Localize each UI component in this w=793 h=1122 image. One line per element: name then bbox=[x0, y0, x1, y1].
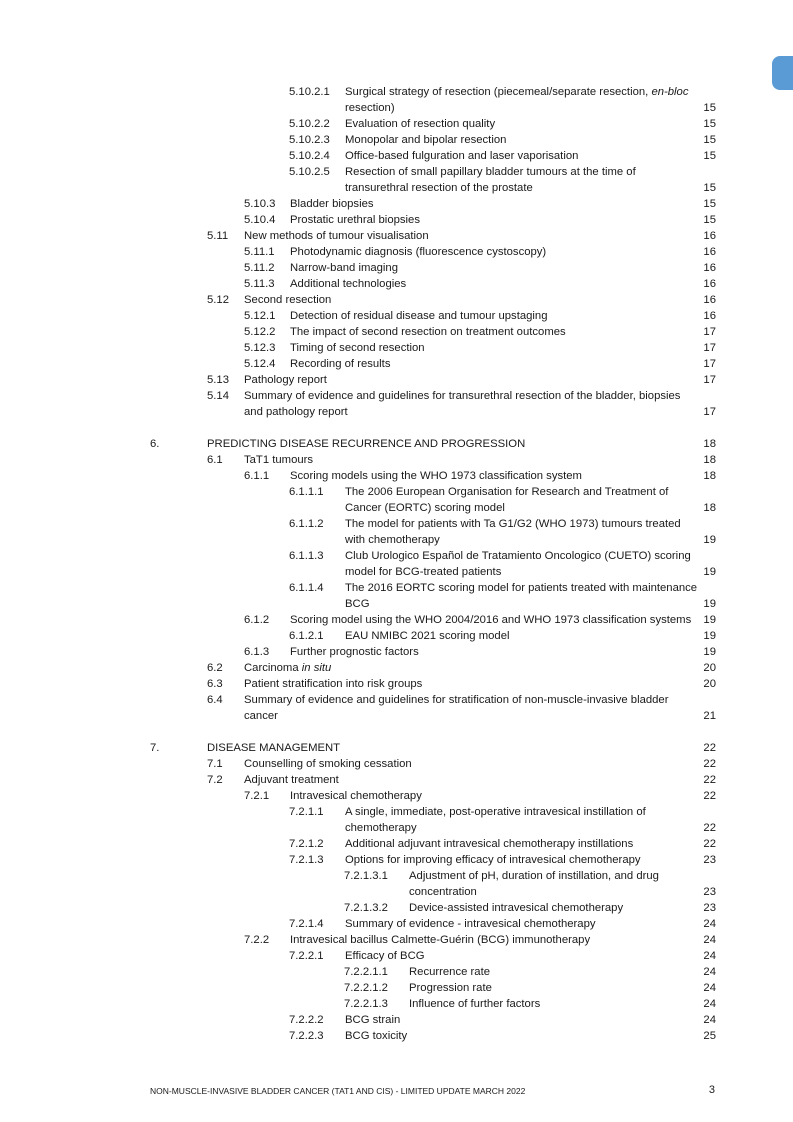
toc-entry[interactable] bbox=[0, 212, 793, 228]
toc-entry[interactable] bbox=[0, 948, 793, 964]
toc-entry-page: 19 bbox=[703, 566, 716, 578]
toc-entry-number: 7.2.2.1.1 bbox=[344, 966, 388, 978]
toc-entry-title: Cancer (EORTC) scoring model bbox=[345, 502, 505, 514]
toc-entry[interactable] bbox=[0, 676, 793, 692]
toc-entry-title: Summary of evidence and guidelines for stratification of non-muscle-invasive bladder bbox=[244, 694, 669, 706]
toc-entry[interactable] bbox=[0, 180, 793, 196]
toc-entry-number: 7.2.2.1.2 bbox=[344, 982, 388, 994]
toc-entry-title: Evaluation of resection quality bbox=[345, 118, 496, 130]
toc-entry-title: Adjuvant treatment bbox=[244, 774, 339, 786]
toc-entry-title: Carcinoma in situ bbox=[244, 662, 332, 674]
toc-entry-page: 25 bbox=[703, 1030, 716, 1042]
toc-entry-title: The model for patients with Ta G1/G2 (WHO 1973) tumours treated bbox=[345, 518, 681, 530]
toc-entry-title: Narrow-band imaging bbox=[290, 262, 398, 274]
toc-entry[interactable] bbox=[0, 196, 793, 212]
toc-entry[interactable] bbox=[0, 404, 793, 420]
toc-entry-number: 5.10.4 bbox=[244, 214, 276, 226]
toc-entry[interactable] bbox=[0, 644, 793, 660]
footer-title: NON-MUSCLE-INVASIVE BLADDER CANCER (TAT1 AND CIS) - LIMITED UPDATE MARCH 2022 bbox=[150, 1086, 526, 1096]
toc-entry-title: EAU NMIBC 2021 scoring model bbox=[345, 630, 510, 642]
toc-entry-page: 22 bbox=[703, 790, 716, 802]
toc-entry-number: 7.1 bbox=[207, 758, 223, 770]
toc-entry-title: and pathology report bbox=[244, 406, 348, 418]
toc-entry[interactable] bbox=[0, 596, 793, 612]
toc-entry[interactable] bbox=[0, 260, 793, 276]
toc-entry[interactable] bbox=[0, 308, 793, 324]
toc-entry[interactable] bbox=[0, 580, 793, 596]
toc-entry-title: The 2016 EORTC scoring model for patients treated with maintenance bbox=[345, 582, 698, 594]
toc-entry-number: 5.11.2 bbox=[244, 262, 275, 274]
toc-entry-title: Pathology report bbox=[244, 374, 327, 386]
toc-entry-number: 5.11 bbox=[207, 230, 229, 242]
toc-entry-number: 5.10.2.1 bbox=[289, 86, 330, 98]
toc-entry-title: TaT1 tumours bbox=[244, 454, 314, 466]
toc-entry-page: 19 bbox=[703, 534, 716, 546]
toc-entry-title: Further prognostic factors bbox=[290, 646, 419, 658]
toc-entry-title: Photodynamic diagnosis (fluorescence cystoscopy) bbox=[290, 246, 547, 258]
toc-entry[interactable] bbox=[0, 388, 793, 404]
toc-entry-page: 18 bbox=[703, 470, 716, 482]
toc-entry-page: 24 bbox=[703, 1014, 716, 1026]
toc-entry-title: Options for improving efficacy of intravesical chemotherapy bbox=[345, 854, 641, 866]
toc-entry[interactable] bbox=[0, 820, 793, 836]
toc-entry-title: chemotherapy bbox=[345, 822, 417, 834]
toc-entry-number: 5.12.1 bbox=[244, 310, 276, 322]
toc-entry-title: Influence of further factors bbox=[409, 998, 541, 1010]
toc-entry-title: Intravesical chemotherapy bbox=[290, 790, 422, 802]
toc-entry-number: 5.10.2.2 bbox=[289, 118, 330, 130]
toc-entry-number: 6.1.1.4 bbox=[289, 582, 324, 594]
toc-entry-number: 6.3 bbox=[207, 678, 223, 690]
toc-entry-title: Scoring model using the WHO 2004/2016 and WHO 1973 classification systems bbox=[290, 614, 692, 626]
toc-entry-italic: en-bloc bbox=[651, 86, 689, 98]
toc-entry[interactable] bbox=[0, 804, 793, 820]
toc-entry-number: 6.1.2 bbox=[244, 614, 270, 626]
toc-entry-title: BCG toxicity bbox=[345, 1030, 408, 1042]
toc-entry[interactable] bbox=[0, 836, 793, 852]
toc-entry-page: 19 bbox=[703, 598, 716, 610]
toc-entry[interactable] bbox=[0, 852, 793, 868]
toc-entry-title: resection) bbox=[345, 102, 395, 114]
toc-entry-number: 6.1 bbox=[207, 454, 223, 466]
toc-entry-page: 17 bbox=[703, 342, 716, 354]
toc-entry[interactable] bbox=[0, 372, 793, 388]
toc-entry-title: Summary of evidence - intravesical chemotherapy bbox=[345, 918, 596, 930]
toc-entry[interactable] bbox=[0, 980, 793, 996]
toc-entry-italic: in situ bbox=[301, 662, 332, 674]
toc-entry[interactable] bbox=[0, 900, 793, 916]
toc-entry-number: 7.2.1.3.1 bbox=[344, 870, 388, 882]
toc-entry-title: Efficacy of BCG bbox=[345, 950, 425, 962]
toc-entry-number: 7.2.2.1 bbox=[289, 950, 324, 962]
toc-entry-page: 15 bbox=[703, 134, 716, 146]
toc-entry[interactable] bbox=[0, 516, 793, 532]
toc-entry[interactable] bbox=[0, 148, 793, 164]
toc-spacer bbox=[0, 420, 793, 436]
toc-entry-number: 5.12.3 bbox=[244, 342, 276, 354]
toc-entry-page: 24 bbox=[703, 950, 716, 962]
toc-entry-page: 17 bbox=[703, 374, 716, 386]
toc-entry-number: 5.12.4 bbox=[244, 358, 276, 370]
toc-entry-number: 7.2.2.1.3 bbox=[344, 998, 388, 1010]
toc-entry-page: 24 bbox=[703, 998, 716, 1010]
toc-entry[interactable] bbox=[0, 916, 793, 932]
toc-entry-title: PREDICTING DISEASE RECURRENCE AND PROGRESSION bbox=[207, 438, 526, 450]
toc-entry-number: 6.1.1.1 bbox=[289, 486, 324, 498]
toc-entry[interactable] bbox=[0, 708, 793, 724]
toc-entry-page: 16 bbox=[703, 294, 716, 306]
toc-entry-page: 19 bbox=[703, 630, 716, 642]
toc-entry-title: transurethral resection of the prostate bbox=[345, 182, 533, 194]
toc-entry[interactable] bbox=[0, 340, 793, 356]
toc-entry-page: 18 bbox=[703, 502, 716, 514]
toc-entry-title: with chemotherapy bbox=[345, 534, 440, 546]
toc-entry[interactable] bbox=[0, 356, 793, 372]
toc-entry-page: 15 bbox=[703, 198, 716, 210]
toc-entry-number: 6.2 bbox=[207, 662, 223, 674]
toc-entry-number: 7.2.2 bbox=[244, 934, 270, 946]
toc-entry[interactable] bbox=[0, 628, 793, 644]
toc-entry-number: 7.2.1.2 bbox=[289, 838, 324, 850]
toc-entry[interactable] bbox=[0, 164, 793, 180]
toc-entry-page: 15 bbox=[703, 150, 716, 162]
toc-entry-number: 5.12 bbox=[207, 294, 229, 306]
toc-entry[interactable] bbox=[0, 324, 793, 340]
toc-entry[interactable] bbox=[0, 740, 793, 756]
toc-entry-number: 5.10.2.5 bbox=[289, 166, 330, 178]
toc-entry-title: Office-based fulguration and laser vaporisation bbox=[345, 150, 579, 162]
toc-entry-page: 24 bbox=[703, 934, 716, 946]
toc-entry-number: 5.13 bbox=[207, 374, 229, 386]
toc-entry-page: 23 bbox=[703, 886, 716, 898]
toc-entry-number: 7.2 bbox=[207, 774, 223, 786]
toc-entry-title: Surgical strategy of resection (piecemeal/separate resection, en-bloc bbox=[345, 86, 689, 98]
toc-entry-title: New methods of tumour visualisation bbox=[244, 230, 429, 242]
toc-entry[interactable] bbox=[0, 228, 793, 244]
toc-entry-number: 5.14 bbox=[207, 390, 229, 402]
toc-entry-page: 22 bbox=[703, 838, 716, 850]
toc-entry-page: 18 bbox=[703, 454, 716, 466]
toc-entry-page: 16 bbox=[703, 230, 716, 242]
toc-entry[interactable] bbox=[0, 84, 793, 100]
toc-entry-title: Resection of small papillary bladder tumours at the time of bbox=[345, 166, 636, 178]
toc-entry-page: 20 bbox=[703, 678, 716, 690]
toc-entry-title: The 2006 European Organisation for Research and Treatment of bbox=[345, 486, 669, 498]
toc-entry[interactable] bbox=[0, 484, 793, 500]
toc-entry[interactable] bbox=[0, 292, 793, 308]
toc-entry-title: The impact of second resection on treatment outcomes bbox=[290, 326, 566, 338]
toc-entry-title: Progression rate bbox=[409, 982, 492, 994]
toc-entry-title: BCG bbox=[345, 598, 370, 610]
toc-entry-page: 17 bbox=[703, 406, 716, 418]
toc-entry-title: Timing of second resection bbox=[290, 342, 425, 354]
toc-entry-page: 24 bbox=[703, 982, 716, 994]
toc-entry[interactable] bbox=[0, 756, 793, 772]
toc-entry-title: Device-assisted intravesical chemotherapy bbox=[409, 902, 624, 914]
table-of-contents bbox=[0, 84, 793, 1044]
toc-entry-title: Patient stratification into risk groups bbox=[244, 678, 423, 690]
toc-entry-page: 16 bbox=[703, 246, 716, 258]
toc-entry-page: 17 bbox=[703, 358, 716, 370]
toc-entry-number: 7.2.1.4 bbox=[289, 918, 324, 930]
toc-entry-page: 22 bbox=[703, 758, 716, 770]
toc-entry-title: Scoring models using the WHO 1973 classification system bbox=[290, 470, 582, 482]
toc-entry-page: 15 bbox=[703, 214, 716, 226]
toc-entry[interactable] bbox=[0, 116, 793, 132]
toc-entry-number: 7. bbox=[150, 742, 160, 754]
toc-entry-page: 19 bbox=[703, 646, 716, 658]
toc-entry-title: Monopolar and bipolar resection bbox=[345, 134, 507, 146]
toc-entry[interactable] bbox=[0, 500, 793, 516]
toc-entry-number: 6.1.1 bbox=[244, 470, 270, 482]
toc-entry-page: 15 bbox=[703, 102, 716, 114]
toc-entry[interactable] bbox=[0, 660, 793, 676]
toc-entry[interactable] bbox=[0, 932, 793, 948]
toc-spacer bbox=[0, 724, 793, 740]
toc-entry-page: 15 bbox=[703, 182, 716, 194]
toc-entry-page: 16 bbox=[703, 310, 716, 322]
toc-entry[interactable] bbox=[0, 868, 793, 884]
toc-entry-page: 24 bbox=[703, 966, 716, 978]
toc-entry-number: 6.1.1.2 bbox=[289, 518, 324, 530]
toc-entry[interactable] bbox=[0, 244, 793, 260]
toc-entry-page: 17 bbox=[703, 326, 716, 338]
toc-entry[interactable] bbox=[0, 276, 793, 292]
toc-entry[interactable] bbox=[0, 452, 793, 468]
toc-entry-number: 6.4 bbox=[207, 694, 223, 706]
toc-entry[interactable] bbox=[0, 884, 793, 900]
toc-entry[interactable] bbox=[0, 100, 793, 116]
toc-entry-number: 5.10.3 bbox=[244, 198, 276, 210]
toc-entry-title: Bladder biopsies bbox=[290, 198, 374, 210]
toc-entry-number: 7.2.2.3 bbox=[289, 1030, 324, 1042]
toc-entry-title: Additional adjuvant intravesical chemotherapy instillations bbox=[345, 838, 634, 850]
footer-page-number: 3 bbox=[708, 1084, 715, 1096]
toc-entry[interactable] bbox=[0, 436, 793, 452]
toc-entry-number: 5.10.2.4 bbox=[289, 150, 330, 162]
toc-entry[interactable] bbox=[0, 692, 793, 708]
toc-entry-title: Recurrence rate bbox=[409, 966, 490, 978]
toc-entry-number: 6.1.3 bbox=[244, 646, 270, 658]
toc-entry-title: A single, immediate, post-operative intravesical instillation of bbox=[345, 806, 646, 818]
toc-entry-title: DISEASE MANAGEMENT bbox=[207, 742, 341, 754]
toc-entry-title: Second resection bbox=[244, 294, 332, 306]
toc-entry[interactable] bbox=[0, 788, 793, 804]
toc-entry[interactable] bbox=[0, 468, 793, 484]
toc-entry[interactable] bbox=[0, 1028, 793, 1044]
toc-entry[interactable] bbox=[0, 548, 793, 564]
toc-entry-page: 21 bbox=[703, 710, 716, 722]
toc-entry-title: Counselling of smoking cessation bbox=[244, 758, 412, 770]
toc-entry[interactable] bbox=[0, 996, 793, 1012]
toc-entry-title: Summary of evidence and guidelines for transurethral resection of the bladder, biopsies bbox=[244, 390, 681, 402]
toc-entry-number: 6.1.2.1 bbox=[289, 630, 324, 642]
toc-entry-number: 7.2.1.3.2 bbox=[344, 902, 388, 914]
toc-entry-title: Detection of residual disease and tumour upstaging bbox=[290, 310, 548, 322]
toc-entry-page: 22 bbox=[703, 822, 716, 834]
toc-entry-title: Recording of results bbox=[290, 358, 391, 370]
toc-entry-number: 7.2.1 bbox=[244, 790, 270, 802]
toc-entry-title: Prostatic urethral biopsies bbox=[290, 214, 420, 226]
toc-entry[interactable] bbox=[0, 564, 793, 580]
toc-entry-number: 6.1.1.3 bbox=[289, 550, 324, 562]
toc-entry-title: Intravesical bacillus Calmette-Guérin (BCG) immunotherapy bbox=[290, 934, 591, 946]
toc-entry-page: 15 bbox=[703, 118, 716, 130]
toc-entry-page: 16 bbox=[703, 278, 716, 290]
toc-entry-number: 5.10.2.3 bbox=[289, 134, 330, 146]
toc-entry-title: cancer bbox=[244, 710, 278, 722]
toc-entry-page: 23 bbox=[703, 902, 716, 914]
toc-entry[interactable] bbox=[0, 772, 793, 788]
toc-entry-page: 18 bbox=[703, 438, 716, 450]
toc-entry-number: 7.2.2.2 bbox=[289, 1014, 324, 1026]
toc-entry[interactable] bbox=[0, 964, 793, 980]
toc-entry-number: 7.2.1.3 bbox=[289, 854, 324, 866]
toc-entry-number: 6. bbox=[150, 438, 160, 450]
toc-entry-page: 23 bbox=[703, 854, 716, 866]
toc-entry-title: model for BCG-treated patients bbox=[345, 566, 502, 578]
toc-entry-page: 16 bbox=[703, 262, 716, 274]
toc-entry-page: 24 bbox=[703, 918, 716, 930]
toc-entry-title: Adjustment of pH, duration of instillation, and drug bbox=[409, 870, 659, 882]
toc-entry[interactable] bbox=[0, 532, 793, 548]
toc-entry[interactable] bbox=[0, 612, 793, 628]
toc-entry[interactable] bbox=[0, 132, 793, 148]
toc-entry[interactable] bbox=[0, 1012, 793, 1028]
toc-entry-title: Additional technologies bbox=[290, 278, 407, 290]
toc-entry-page: 22 bbox=[703, 742, 716, 754]
toc-entry-title: BCG strain bbox=[345, 1014, 401, 1026]
toc-entry-page: 22 bbox=[703, 774, 716, 786]
toc-entry-title: concentration bbox=[409, 886, 477, 898]
toc-entry-number: 5.12.2 bbox=[244, 326, 276, 338]
toc-entry-number: 5.11.1 bbox=[244, 246, 275, 258]
toc-entry-number: 7.2.1.1 bbox=[289, 806, 324, 818]
toc-entry-page: 20 bbox=[703, 662, 716, 674]
toc-entry-number: 5.11.3 bbox=[244, 278, 275, 290]
toc-entry-title: Club Urologico Español de Tratamiento Oncologico (CUETO) scoring bbox=[345, 550, 691, 562]
toc-entry-page: 19 bbox=[703, 614, 716, 626]
